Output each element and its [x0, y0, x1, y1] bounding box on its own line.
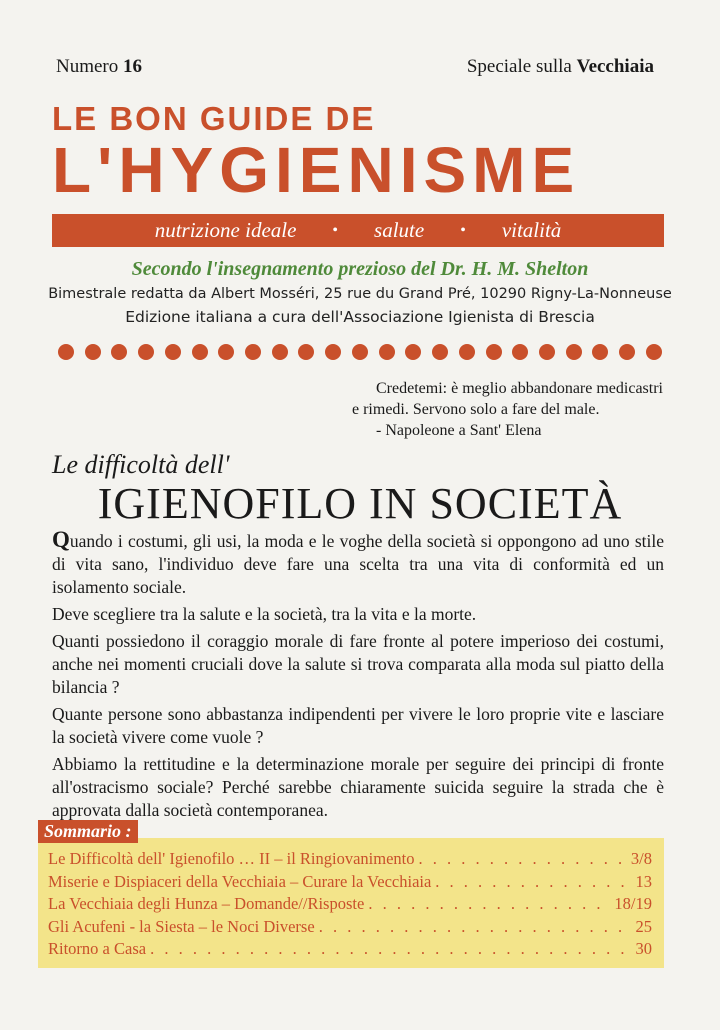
- paragraph: Deve scegliere tra la salute e la società, tra la vita e la morte.: [52, 604, 477, 624]
- dot-divider: [58, 342, 662, 362]
- paragraph: Quanti possiedono il coraggio morale di fare fronte al potere imperioso dei costumi, anche nei momenti cruciali dove la salute si trova comparata alla moda sul piatto della bilancia ?: [52, 631, 664, 697]
- toc-item[interactable]: [48, 916, 652, 939]
- toc-leader: [150, 938, 631, 961]
- toc-leader: [368, 893, 610, 916]
- masthead-line1: LE BON GUIDE DE: [52, 100, 376, 137]
- toc-page: 13: [635, 871, 652, 891]
- quote-line: e rimedi. Servono solo a fare del male.: [352, 401, 600, 418]
- issue-number: 16: [123, 56, 143, 77]
- special-topic: Vecchiaia: [576, 56, 654, 77]
- special-label: Speciale sulla: [466, 56, 572, 77]
- toc-leader: [419, 848, 627, 871]
- toc-page: 18/19: [614, 894, 652, 913]
- masthead-title: L'HYGIENISME: [52, 134, 581, 206]
- toc-title: Le Difficoltà dell' Igienofilo … II – il Ringiovanimento: [48, 849, 415, 868]
- paragraph: Abbiamo la rettitudine e la determinazione morale per seguire dei principi di fronte all'ostracismo sociale? Perché sarebbe chiaramente suicida seguire la strada che è approvata dalla società contemporanea.: [52, 754, 664, 820]
- issue-label: Numero: [56, 56, 119, 77]
- issue-header: [56, 56, 654, 82]
- paragraph: [52, 528, 664, 599]
- tagline-item: vitalità: [501, 218, 562, 242]
- article-body: [52, 528, 664, 826]
- article-title: IGIENOFILO IN SOCIETÀ: [97, 479, 623, 528]
- dropcap: Q: [52, 527, 70, 552]
- special-info: [467, 56, 654, 78]
- toc-item[interactable]: [48, 893, 652, 916]
- tagline-item: salute: [374, 218, 425, 242]
- tagline-separator: •: [460, 221, 466, 239]
- sommario-box: [38, 838, 664, 968]
- toc-leader: [319, 916, 632, 939]
- toc-item[interactable]: [48, 871, 652, 894]
- paragraph: Quante persone sono abbastanza indipendenti per vivere le loro proprie vite e lasciare la società vivere come vuole ?: [52, 704, 664, 747]
- toc-item[interactable]: [48, 848, 652, 871]
- toc-leader: [435, 871, 631, 894]
- napoleon-quote: [330, 378, 663, 441]
- toc-title: La Vecchiaia degli Hunza – Domande//Risposte: [48, 894, 365, 913]
- bimestrale-line: Bimestrale redatta da Albert Mosséri, 25 rue du Grand Pré, 10290 Rigny-La-Nonneuse: [48, 286, 672, 302]
- toc-title: Ritorno a Casa: [48, 939, 147, 958]
- article-subtitle: Le difficoltà dell': [52, 450, 230, 479]
- issue-info: [56, 56, 142, 78]
- tagline-band: [52, 214, 664, 247]
- toc-item[interactable]: [48, 938, 652, 961]
- toc-title: Miserie e Dispiaceri della Vecchiaia – Curare la Vecchiaia: [48, 871, 432, 891]
- toc-list: [48, 848, 652, 961]
- quote-attribution: - Napoleone a Sant' Elena: [376, 422, 542, 439]
- quote-line: Credetemi: è meglio abbandonare medicastri: [376, 380, 663, 397]
- sommario-label: Sommario :: [38, 820, 138, 843]
- paragraph-text: uando i costumi, gli usi, la moda e le voghe della società si oppongono ad uno stile di vita sano, l'individuo deve fare una scelta tra una vita di conformità ed un isolamento sociale.: [52, 531, 664, 597]
- toc-title: Gli Acufeni - la Siesta – le Noci Diverse: [48, 916, 315, 936]
- toc-page: 30: [635, 939, 652, 958]
- toc-page: 25: [635, 916, 652, 936]
- toc-page: 3/8: [630, 849, 652, 868]
- shelton-credit: Secondo l'insegnamento prezioso del Dr. H. M. Shelton: [131, 258, 589, 280]
- tagline-item: nutrizione ideale: [154, 218, 297, 242]
- tagline-separator: •: [332, 221, 339, 239]
- edizione-line: Edizione italiana a cura dell'Associazione Igienista di Brescia: [125, 308, 595, 326]
